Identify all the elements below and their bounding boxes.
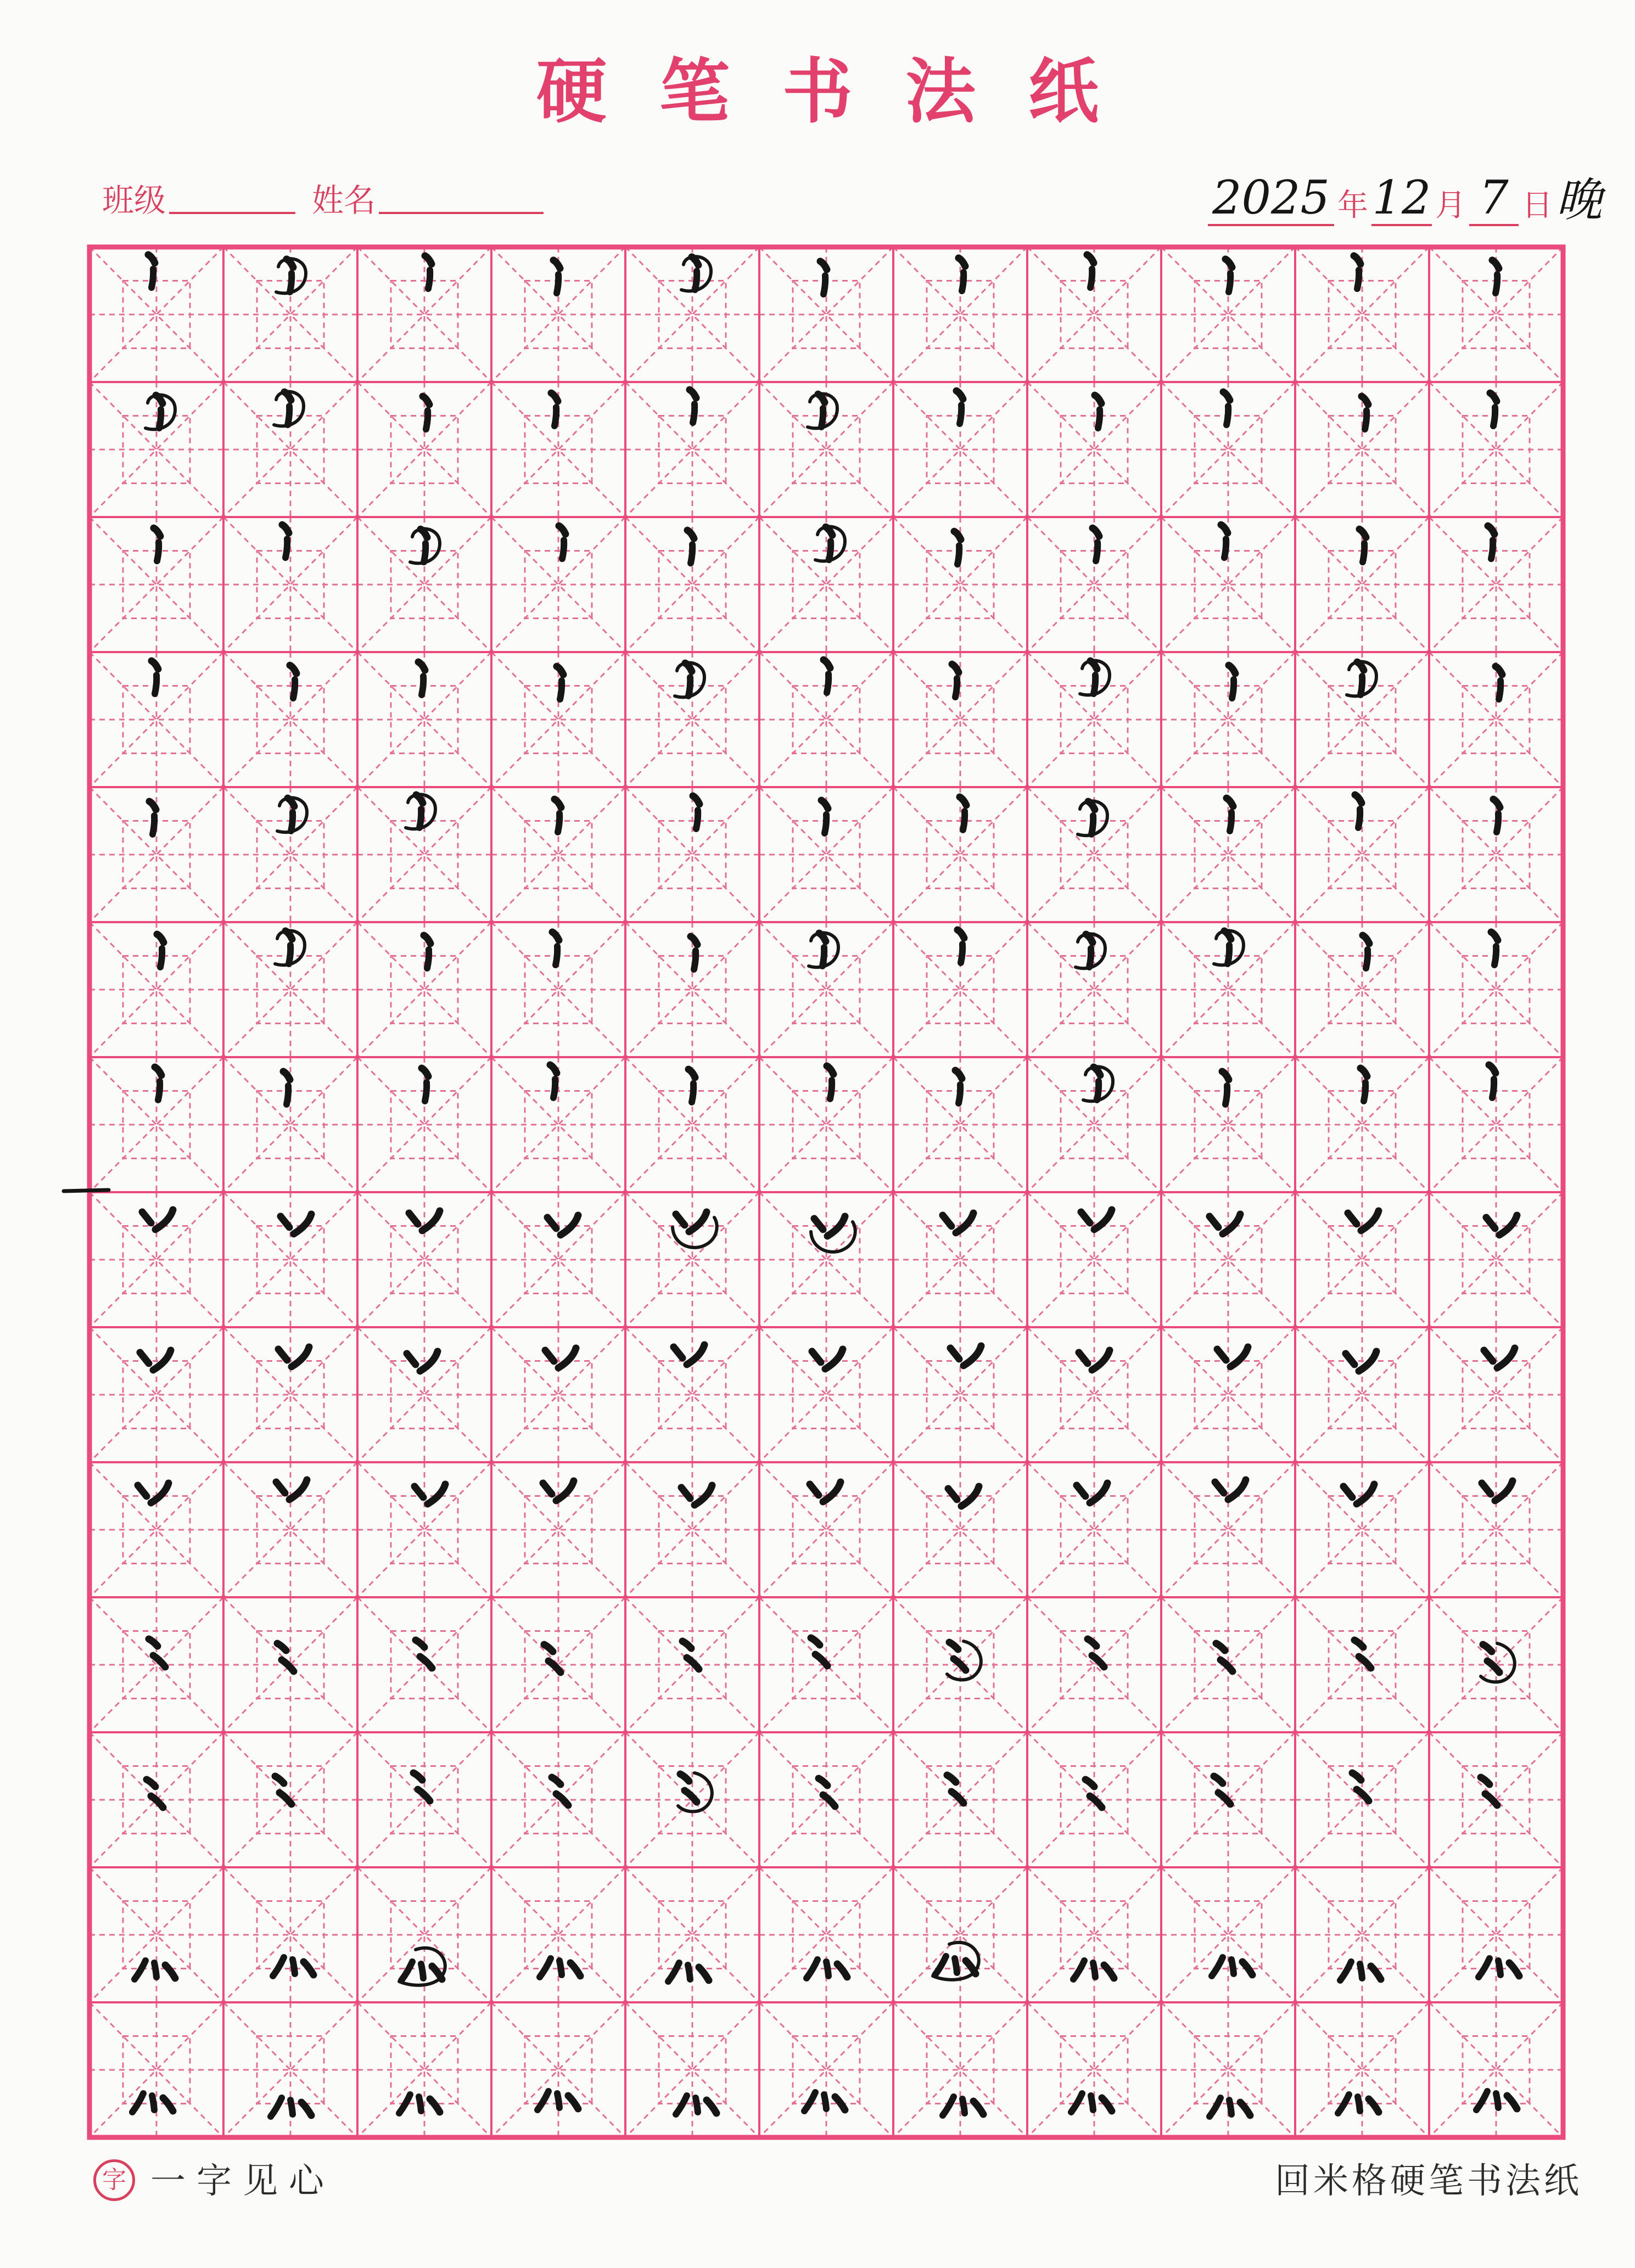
handwritten-stroke	[1493, 407, 1495, 426]
date-year-label: 年	[1337, 188, 1368, 223]
date-year-value[interactable]: 2025	[1208, 171, 1334, 226]
handwritten-stroke	[293, 1960, 295, 1974]
handwritten-stroke	[1360, 676, 1362, 695]
handwritten-stroke	[419, 809, 421, 828]
date-suffix: 晚	[1556, 173, 1603, 227]
date-month-value[interactable]: 12	[1371, 171, 1432, 226]
handwritten-stroke	[830, 1080, 832, 1099]
handwritten-stroke	[1366, 950, 1368, 968]
handwritten-stroke	[955, 1958, 957, 1973]
handwritten-stroke	[696, 810, 698, 829]
brand-logo-icon	[93, 2159, 135, 2201]
handwritten-stroke	[1364, 1082, 1365, 1101]
handwritten-stroke	[693, 404, 695, 423]
handwritten-stroke	[1225, 1086, 1227, 1104]
handwritten-stroke	[1228, 945, 1229, 964]
handwritten-stroke	[553, 1079, 555, 1098]
date-day-label: 日	[1522, 188, 1553, 223]
handwritten-stroke	[152, 269, 153, 288]
handwritten-stroke	[293, 680, 295, 698]
handwritten-stroke	[829, 541, 831, 560]
handwritten-stroke	[1089, 948, 1091, 967]
handwritten-stroke	[155, 675, 156, 694]
handwritten-stroke	[428, 270, 430, 289]
handwritten-stroke	[419, 2097, 421, 2111]
margin-pen-mark	[64, 1190, 109, 1191]
handwritten-stroke	[555, 407, 556, 426]
handwritten-stroke	[1090, 269, 1092, 288]
handwritten-stroke	[287, 1086, 288, 1104]
paper-type-label: 回米格硬笔书法纸	[1275, 2161, 1582, 2202]
handwritten-stroke	[1231, 1960, 1234, 1974]
handwritten-stroke	[557, 2093, 559, 2108]
handwritten-stroke	[426, 411, 428, 429]
handwritten-stroke	[691, 544, 692, 563]
handwritten-stroke	[1093, 1963, 1095, 1977]
handwritten-stroke	[290, 273, 292, 292]
handwritten-stroke	[1227, 406, 1228, 425]
handwritten-stroke	[961, 944, 962, 963]
handwritten-stroke	[157, 542, 159, 561]
handwritten-stroke	[1232, 680, 1234, 698]
handwritten-stroke	[1094, 675, 1095, 694]
handwritten-stroke	[824, 2095, 826, 2109]
handwritten-stroke	[960, 405, 961, 424]
handwritten-stroke	[556, 946, 557, 965]
handwritten-stroke	[1098, 409, 1100, 428]
handwritten-stroke	[289, 945, 290, 964]
handwritten-stroke	[692, 1084, 693, 1102]
handwritten-stroke	[159, 409, 161, 428]
handwritten-stroke	[1229, 2100, 1231, 2114]
handwritten-stroke	[291, 812, 293, 831]
handwritten-stroke	[958, 546, 959, 564]
handwritten-stroke	[962, 272, 964, 291]
handwritten-stroke	[1096, 542, 1098, 561]
handwritten-stroke	[422, 676, 423, 695]
handwritten-stroke	[1358, 809, 1360, 828]
handwritten-stroke	[1365, 411, 1367, 429]
handwritten-stroke	[1496, 274, 1497, 293]
handwritten-stroke	[152, 2096, 154, 2110]
handwritten-stroke	[962, 2099, 965, 2113]
handwritten-stroke	[158, 1081, 160, 1100]
handwritten-stroke	[824, 276, 825, 294]
handwritten-stroke	[1224, 539, 1226, 558]
handwritten-stroke	[822, 947, 824, 966]
handwritten-stroke	[290, 2100, 293, 2114]
date-month-label: 月	[1435, 188, 1466, 223]
page-title: 硬笔书法纸	[536, 50, 1151, 133]
handwritten-stroke	[694, 951, 696, 969]
handwritten-stroke	[425, 1082, 427, 1101]
handwritten-stroke	[1491, 540, 1493, 559]
handwritten-stroke	[559, 1961, 562, 1975]
name-label: 姓名	[312, 182, 376, 219]
handwritten-stroke	[1498, 1961, 1500, 1975]
handwritten-stroke	[1091, 816, 1093, 834]
handwritten-stroke	[421, 1964, 423, 1978]
handwritten-stroke	[424, 543, 425, 562]
handwritten-stroke	[1230, 812, 1231, 831]
handwritten-stroke	[955, 678, 957, 697]
handwritten-stroke	[1492, 1079, 1494, 1098]
handwritten-stroke	[1499, 681, 1500, 699]
handwritten-stroke	[160, 948, 162, 967]
handwritten-stroke	[1358, 2097, 1360, 2111]
handwritten-stroke	[154, 1963, 156, 1977]
date-day-value[interactable]: 7	[1469, 171, 1519, 226]
handwritten-stroke	[696, 2098, 698, 2112]
handwritten-stroke	[963, 811, 965, 830]
handwritten-stroke	[557, 274, 558, 293]
handwritten-stroke	[562, 540, 564, 559]
handwritten-stroke	[427, 950, 429, 968]
handwritten-stroke	[1097, 1081, 1099, 1100]
handwritten-stroke	[688, 677, 690, 696]
logo-glyph: 字	[102, 2166, 126, 2194]
handwritten-stroke	[959, 1085, 960, 1103]
handwritten-stroke	[285, 539, 287, 558]
handwritten-stroke	[288, 406, 289, 425]
handwritten-stroke	[1091, 2096, 1093, 2110]
handwritten-stroke	[826, 1962, 828, 1976]
handwritten-stroke	[827, 674, 828, 693]
handwritten-stroke	[560, 681, 562, 699]
handwritten-stroke	[1357, 270, 1359, 289]
handwritten-stroke	[825, 815, 826, 833]
class-label: 班级	[102, 182, 166, 219]
handwritten-stroke	[153, 816, 154, 834]
handwritten-stroke	[1496, 2093, 1498, 2108]
handwritten-stroke	[1229, 273, 1230, 292]
handwritten-stroke	[1360, 1964, 1362, 1978]
handwritten-stroke	[821, 408, 823, 427]
brand-name: 一字见心	[150, 2161, 335, 2202]
handwritten-stroke	[558, 813, 559, 832]
handwritten-stroke	[1497, 813, 1498, 832]
handwritten-stroke	[1363, 543, 1364, 562]
handwritten-stroke	[1494, 946, 1496, 965]
handwritten-stroke	[688, 1965, 690, 1979]
handwritten-stroke	[695, 271, 697, 290]
